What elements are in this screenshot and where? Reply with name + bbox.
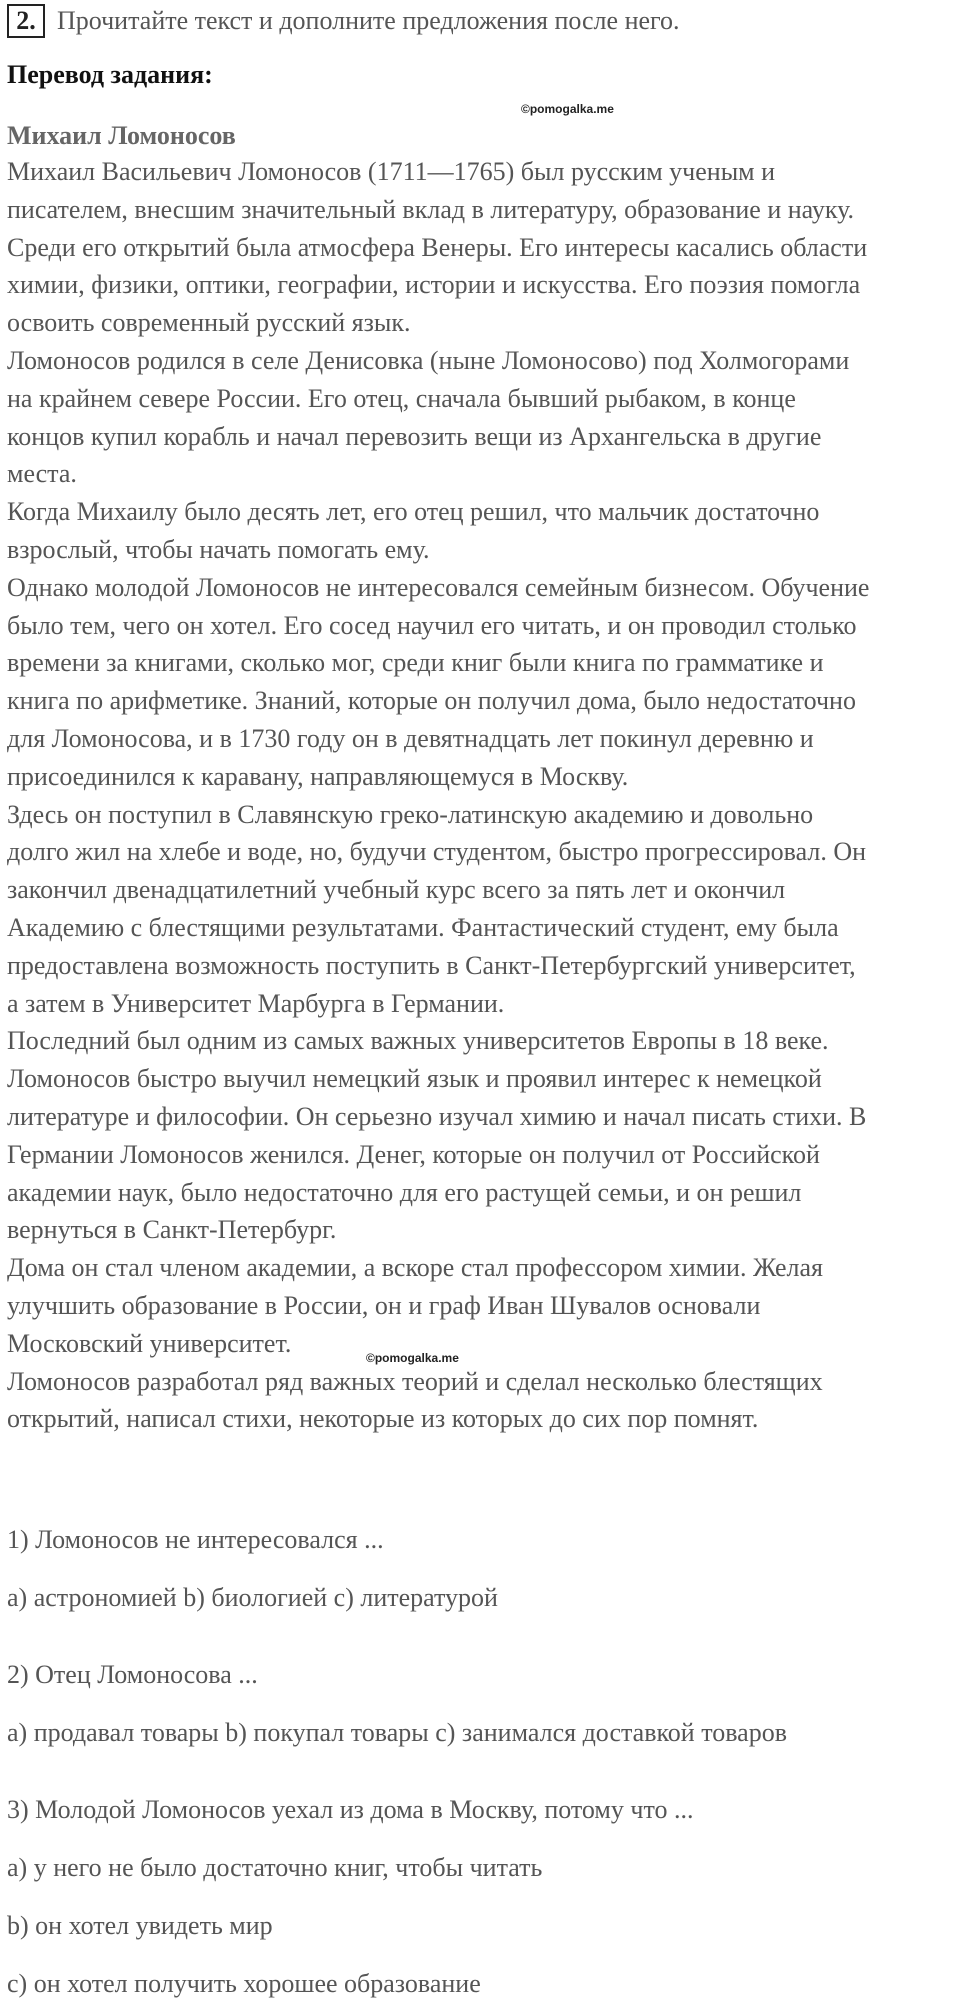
- article-paragraph: Когда Михаилу было десять лет, его отец решил, что мальчик достаточно взрослый, чтобы начать помогать ему.: [7, 497, 820, 564]
- question-1-options: a) астрономией b) биологией c) литературой: [7, 1583, 498, 1612]
- watermark-middle: ©pomogalka.me: [366, 1351, 459, 1365]
- article-paragraph: Последний был одним из самых важных университетов Европы в 18 веке. Ломоносов быстро выучил немецкий язык и проявил интерес к немецкой литературе и философии. Он серьезно изучал химию и начал писать стихи. В Германии Ломоносов женился. Денег, которые он получил от Российской академии наук, было недостаточно для его растущей семьи, и он решил вернуться в Санкт-Петербург.: [7, 1026, 867, 1245]
- question-3-option-a: a) у него не было достаточно книг, чтобы читать: [7, 1853, 543, 1882]
- question-2-options: a) продавал товары b) покупал товары c) занимался доставкой товаров: [7, 1718, 787, 1747]
- question-3-option-b: b) он хотел увидеть мир: [7, 1911, 273, 1940]
- question-3: 3) Молодой Ломоносов уехал из дома в Москву, потому что ...: [7, 1795, 694, 1824]
- article-body: [7, 153, 959, 1438]
- article-paragraph: Здесь он поступил в Славянскую греко-латинскую академию и довольно долго жил на хлебе и воде, но, будучи студентом, быстро прогрессировал. Он закончил двенадцатилетний учебный курс всего за пять лет и окончил Академию с блестящими результатами. Фантастический студент, ему была предоставлена возможность поступить в Санкт-Петербургский университет, а затем в Университет Марбурга в Германии.: [7, 799, 867, 1018]
- translation-heading: Перевод задания:: [7, 60, 213, 89]
- article-paragraph: Михаил Васильевич Ломоносов (1711—1765) был русским ученым и писателем, внесшим значительный вклад в литературу, образование и науку. Среди его открытий была атмосфера Венеры. Его интересы касались области химии, физики, оптики, географии, истории и искусства. Его поэзия помогла освоить современный русский язык.: [7, 157, 868, 338]
- article-paragraph: Ломоносов родился в селе Денисовка (ныне Ломоносово) под Холмогорами на крайнем севере России. Его отец, сначала бывший рыбаком, в конце концов купил корабль и начал перевозить вещи из Архангельска в другие места.: [7, 345, 850, 489]
- question-2: 2) Отец Ломоносова ...: [7, 1660, 258, 1689]
- task-instruction: Прочитайте текст и дополните предложения после него.: [57, 6, 680, 35]
- article-paragraph: Ломоносов разработал ряд важных теорий и сделал несколько блестящих открытий, написал стихи, некоторые из которых до сих пор помнят.: [7, 1366, 823, 1434]
- question-3-option-c: c) он хотел получить хорошее образование: [7, 1969, 481, 1998]
- task-instruction-line: [7, 4, 680, 38]
- article-paragraph: Дома он стал членом академии, а вскоре стал профессором химии. Желая улучшить образование в России, он и граф Иван Шувалов основали Московский университет.: [7, 1253, 823, 1358]
- article-paragraph: Однако молодой Ломоносов не интересовался семейным бизнесом. Обучение было тем, чего он хотел. Его сосед научил его читать, и он проводил столько времени за книгами, сколько мог, среди книг были книга по грамматике и книга по арифметике. Знаний, которые он получил дома, было недостаточно для Ломоносова, и в 1730 году он в девятнадцать лет покинул деревню и присоединился к каравану, направляющемуся в Москву.: [7, 572, 870, 791]
- watermark-top: ©pomogalka.me: [521, 102, 614, 116]
- task-number-badge: 2.: [7, 4, 45, 38]
- article-title: Михаил Ломоносов: [7, 121, 236, 150]
- question-1: 1) Ломоносов не интересовался ...: [7, 1525, 384, 1554]
